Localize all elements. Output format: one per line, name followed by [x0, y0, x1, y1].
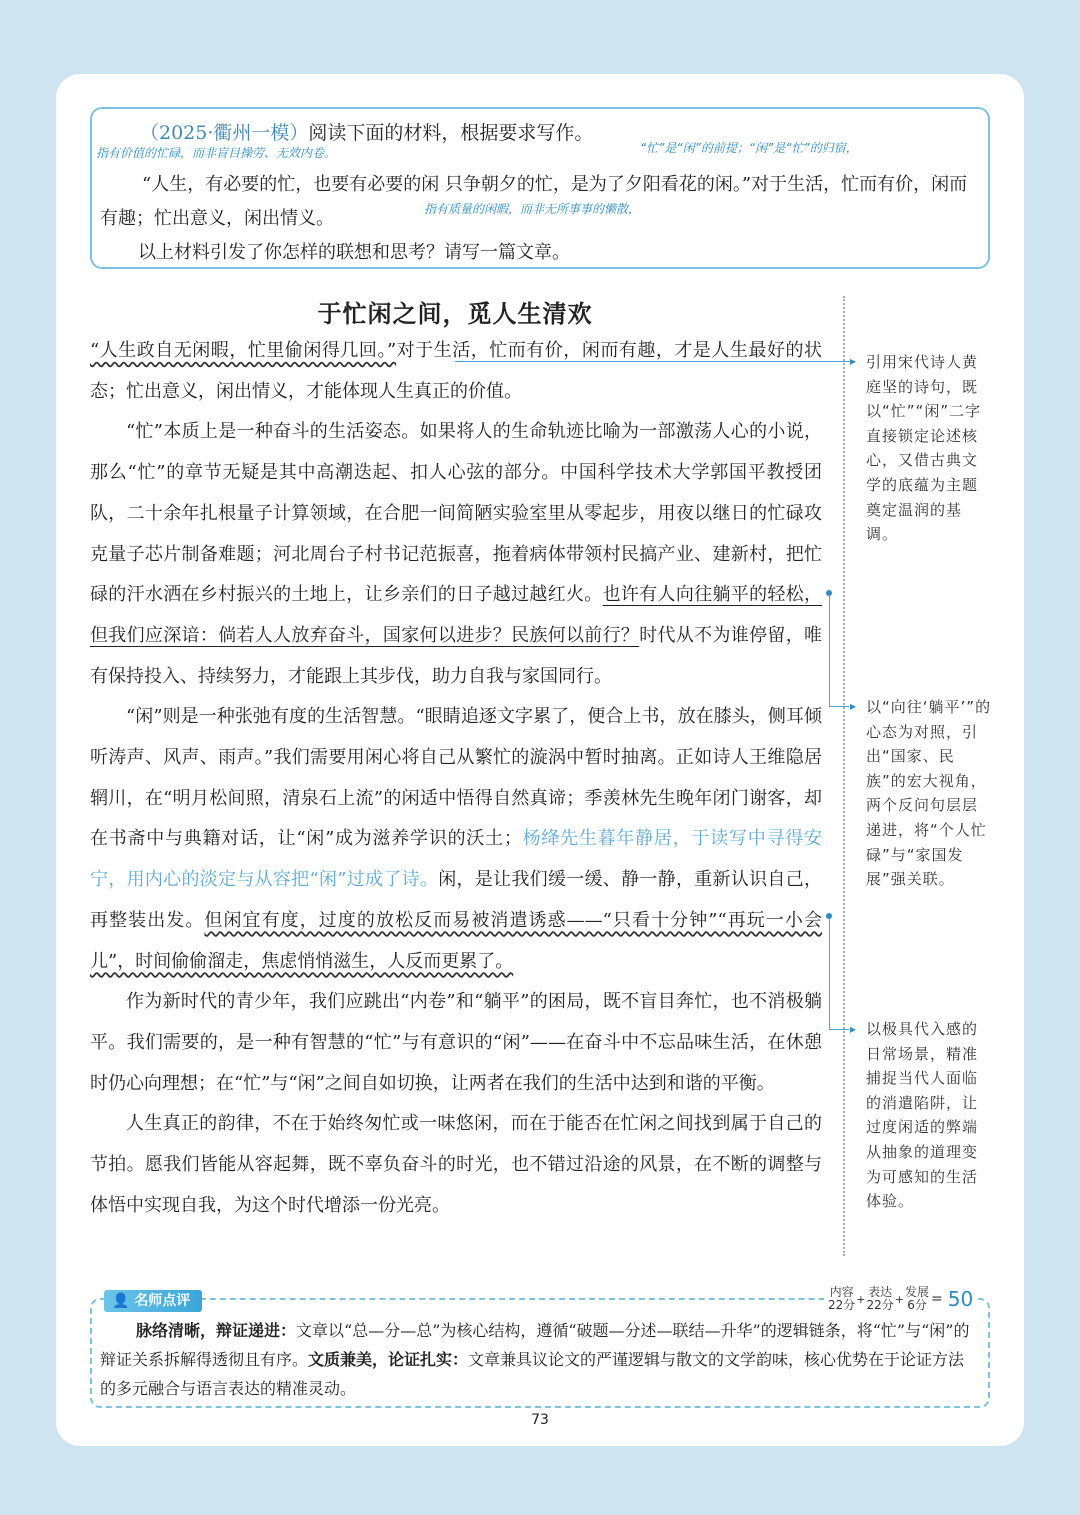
connector-line-3: [829, 919, 830, 1029]
p3-mid: 闲，是让我们缓一缓、静一静，重新认识自己，再整装出发。: [90, 869, 822, 931]
arrow-icon: ▸: [850, 354, 857, 368]
p1-rest: 对于生活，忙而有价，闲而有趣，才是人生最好的状态；忙出意义，闲出情义，才能体现人生真正的价值。: [90, 340, 822, 402]
score-expression: [867, 1286, 894, 1312]
score-development: [905, 1286, 929, 1312]
score-value: 22分: [828, 1298, 856, 1312]
essay-paragraph-1: [90, 331, 822, 412]
p2-underlined: 也许有人向往躺平的轻松，但我们应深谙：倘若人人放弃奋斗，国家何以进步？民族何以前行？: [90, 584, 823, 646]
comment-point-2: 文质兼美，论证扎实：: [308, 1350, 469, 1369]
arrow-icon: ▸: [850, 699, 857, 713]
connector-line-2b: [829, 706, 849, 707]
page-number: 73: [531, 1412, 549, 1428]
comment-text-1: 文章以“总—分—总”为核心结构，遵循“破题—分述—联结—升华”的逻辑链条，将“忙”与“闲”的辩证关系拆解得透彻且有序。: [100, 1321, 970, 1369]
score-value: 6分: [907, 1298, 927, 1312]
connector-line-3b: [829, 1029, 849, 1030]
handnote-busy: 指有价值的忙碌，而非盲目操劳、无效内卷。: [96, 146, 337, 160]
side-note-3: 以极具代入感的日常场景，精准捕捉当代人面临的消遣陷阱，让过度闲适的弊端从抽象的道理变为可感知的生活体验。: [866, 1020, 979, 1211]
side-note-1: 引用宋代诗人黄庭坚的诗句，既以“忙”“闲”二字直接锁定论述核心，又借古典文学的底蕴为主题奠定温润的基调。: [866, 353, 982, 544]
score-content: [828, 1286, 855, 1312]
p2-main: “忙”本质上是一种奋斗的生活姿态。如果将人的生命轨迹比喻为一部激荡人心的小说，那么“忙”的章节无疑是其中高潮迭起、扣人心弦的部分。中国科学技术大学郭国平教授团队，二十余年扎根量子计算领域，在合肥一间简陋实验室里从零起步，用夜以继日的忙碌攻克量子芯片制备难题；河北周台子村书记范振喜，拖着病体带领村民搞产业、建新村，把忙碌的汗水洒在乡村振兴的土地上，让乡亲们的日子越过越红火。: [90, 421, 822, 606]
score-total: 50: [947, 1287, 974, 1311]
score-label: 内容: [829, 1285, 854, 1299]
comment-tag-label: 名师点评: [134, 1293, 191, 1309]
prompt-task: 以上材料引发了你怎样的联想和思考？请写一篇文章。: [138, 242, 570, 263]
score-summary: [824, 1286, 977, 1312]
essay-paragraph-4: 作为新时代的青少年，我们应跳出“内卷”和“躺平”的困局，既不盲目奔忙，也不消极躺平。我们需要的，是一种有智慧的“忙”与有意识的“闲”——在奋斗中不忘品味生活，在休憩时仍心向理想；在“忙”与“闲”之间自如切换，让两者在我们的生活中达到和谐的平衡。: [90, 991, 822, 1094]
prompt-heading: [140, 118, 593, 145]
score-label: 发展: [905, 1285, 930, 1299]
opening-quote: “人生政自无闲暇，忙里偷闲得几回。”: [90, 340, 397, 361]
prompt-quote: “人生，有必要的忙，也要有必要的闲 只争朝夕的忙，是为了夕阳看花的闲。”对于生活，忙而有价，闲而有趣；忙出意义，闲出情义。: [100, 174, 968, 229]
essay-paragraph-5: 人生真正的韵律，不在于始终匆忙或一味悠闲，而在于能否在忙闲之间找到属于自己的节拍。愿我们皆能从容起舞，既不辜负奋斗的时光，也不错过沿途的风景，在不断的调整与体悟中实现自我，为这个时代增添一份光亮。: [90, 1113, 822, 1216]
handnote-leisure: 指有质量的闲暇，而非无所事事的懒散，: [424, 202, 641, 216]
score-value: 22分: [866, 1298, 894, 1312]
arrow-icon: ▸: [850, 1022, 857, 1036]
score-label: 表达: [868, 1285, 893, 1299]
p2-end: 时代从不为谁停留，唯有保持投入、持续努力，才能跟上其步伐，助力自我与家国同行。: [90, 624, 823, 687]
connector-line-2: [829, 596, 830, 706]
essay-paragraph-2: [90, 412, 822, 697]
plus-sign: +: [894, 1292, 904, 1306]
comment-point-1: 脉络清晰，辩证递进：: [136, 1321, 297, 1340]
connector-line-1: [455, 361, 850, 362]
comment-text-2: 文章兼具议论文的严谨逻辑与散文的文学韵味，核心优势在于论证方法的多元融合与语言表达的精准灵动。: [100, 1350, 965, 1398]
side-note-2: 以“向往‘躺平’”的心态为对照，引出“国家、民族”的宏大视角，两个反问句层层递进，将“个人忙碌”与“家国发展”强关联。: [866, 698, 992, 889]
p3-main: “闲”则是一种张弛有度的生活智慧。“眼睛追逐文字累了，便合上书，放在膝头，侧耳倾听涛声、风声、雨声。”我们需要用闲心将自己从繁忙的漩涡中暂时抽离。正如诗人王维隐居辋川，在“明月松间照，清泉石上流”的闲适中悟得自然真谛；季羡林先生晚年闭门谢客，却在书斋中与典籍对话，让“闲”成为滋养学识的沃土；: [90, 706, 822, 850]
prompt-source: （2025·衢州一模）: [140, 122, 309, 144]
essay-body: [90, 331, 822, 1226]
teacher-comment-text: [100, 1316, 980, 1403]
equals-sign: =: [931, 1291, 943, 1307]
p3-underlined: 但闲宜有度，过度的放松反而易被消遣诱惑——“只看十分钟”“再玩一小会儿”，时间偷偷溜走，焦虑悄悄滋生，人反而更累了。: [90, 909, 823, 972]
plus-sign: +: [856, 1292, 866, 1306]
essay-title: 于忙闲之间，觅人生清欢: [317, 299, 593, 328]
teacher-icon: 👤: [112, 1293, 135, 1309]
prompt-instruction: 阅读下面的材料，根据要求写作。: [308, 122, 594, 144]
teacher-comment-tag: [104, 1290, 202, 1312]
handnote-relation: “忙”是“闲”的前提；“闲”是“忙”的归宿，: [640, 141, 858, 155]
margin-divider: [843, 296, 845, 1256]
p3-highlight: 杨绛先生暮年静居，于读写中寻得安宁，用内心的淡定与从容把“闲”过成了诗。: [90, 828, 822, 891]
essay-paragraph-3: [90, 697, 822, 982]
